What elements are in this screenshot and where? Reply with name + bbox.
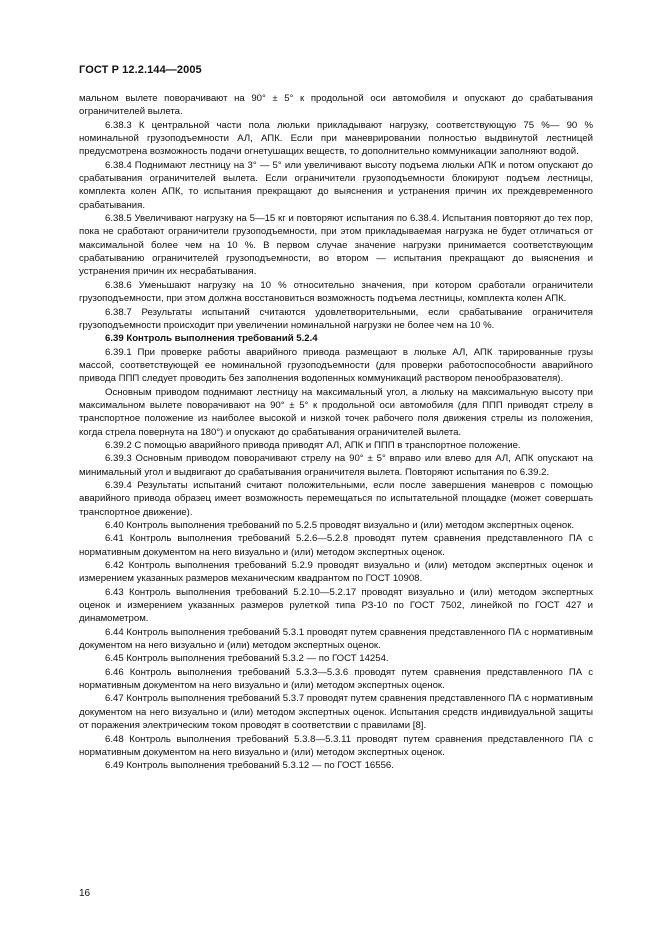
paragraph: 6.39.3 Основным приводом поворачивают стрелу на 90° ± 5° вправо или влево для АЛ, АПК опускают на минимальный угол и выдвигают до срабатывания ограничителя вылета. Повторяют испытания по 6.39.2. bbox=[79, 453, 593, 478]
paragraph: 6.46 Контроль выполнения требований 5.3.3—5.3.6 проводят путем сравнения представленного ПА с нормативным документом на него визуально и (или) методом экспертных оценок. bbox=[79, 666, 593, 692]
paragraph: 6.39.4 Результаты испытаний считают положительными, если после завершения маневров с помощью аварийного привода образец имеет возможность перемещаться по испытательной площадке (может совершать транспортное движение). bbox=[79, 479, 593, 518]
paragraph: 6.44 Контроль выполнения требований 5.3.1 проводят путем сравнения представленного ПА с нормативным документом на него визуально и (или) методом экспертных оценок. bbox=[79, 626, 593, 652]
paragraph: Основным приводом поднимают лестницу на максимальный угол, а люльку на максимальную высоту при максимальном вылете поворачивают на 90° ± 5° к продольной оси автомобиля (для ППП приводят стрелу в транспортное положение из наиболее высокой и низкой точек рабочего поля движения стрелы из положения, когда стрела повернута на 180°) и опускают до срабатывания ограничителей вылета. bbox=[79, 386, 593, 438]
paragraph: 6.45 Контроль выполнения требований 5.3.2 — по ГОСТ 14254. bbox=[105, 653, 389, 665]
paragraph: 6.42 Контроль выполнения требований 5.2.9 проводят визуально и (или) методом экспертных оценок и измерением указанных размеров механическим квадрантом по ГОСТ 10908. bbox=[79, 560, 593, 585]
paragraph: 6.38.4 Поднимают лестницу на 3° — 5° или увеличивают высоту подъема люльки АПК и потом опускают до срабатывания ограничителей вылета. Если ограничители грузоподъемности блокируют подъем лестницы, комплекта колен АПК, то испытания прекращают до выяснения и устранения причин их преждевременного срабатывания. bbox=[79, 159, 593, 211]
section-heading: 6.39 Контроль выполнения требований 5.2.4 bbox=[105, 333, 318, 345]
paragraph: 6.47 Контроль выполнения требований 5.3.7 проводят путем сравнения представленного ПА с нормативным документом на него визуально и (или) методом экспертных оценок. Испытания средств индивидуальной защиты от поражения электрическим током проводят в соответствии с правилами [8]. bbox=[79, 693, 593, 732]
paragraph: 6.38.6 Уменьшают нагрузку на 10 % относительно значения, при котором сработали ограничители грузоподъемности, при этом должна восстановиться возможность подъема лестницы, комплекта колен АПК. bbox=[79, 279, 593, 305]
paragraph: 6.38.3 К центральной части пола люльки прикладывают нагрузку, соответствующую 75 %— 90 % номинальной грузоподъемности АЛ, АПК. Если при маневрировании полностью выдвинутой лестницей предусмотрена возможность подачи огнетушащих веществ, то дополнительно коммуникации заполняют водой. bbox=[79, 119, 593, 158]
paragraph: 6.39.2 С помощью аварийного привода приводят АЛ, АПК и ППП в транспортное положение. bbox=[105, 439, 521, 451]
document-body bbox=[79, 92, 593, 773]
paragraph: 6.49 Контроль выполнения требований 5.3.12 — по ГОСТ 16556. bbox=[105, 760, 394, 772]
paragraph: 6.39.1 При проверке работы аварийного привода размещают в люльке АЛ, АПК тарированные грузы массой, соответствующей ее номинальной грузоподъемности (для проверки работоспособности аварийного привода ППП следует проводить без заполнения водопенных коммуникаций раствором пенообразователя). bbox=[79, 346, 593, 385]
paragraph: 6.43 Контроль выполнения требований 5.2.10—5.2.17 проводят визуально и (или) методом экспертных оценок и измерением указанных размеров рулеткой типа РЗ-10 по ГОСТ 7502, линейкой по ГОСТ 427 и динамометром. bbox=[79, 586, 593, 625]
paragraph: 6.41 Контроль выполнения требований 5.2.6—5.2.8 проводят путем сравнения представленного ПА с нормативным документом на него визуально и (или) методом экспертных оценок. bbox=[79, 533, 593, 558]
paragraph: мальном вылете поворачивают на 90° ± 5° к продольной оси автомобиля и опускают до срабатывания ограничителей вылета. bbox=[79, 93, 593, 118]
paragraph: 6.40 Контроль выполнения требований по 5.2.5 проводят визуально и (или) методом экспертных оценок. bbox=[105, 520, 575, 531]
paragraph: 6.38.7 Результаты испытаний считаются удовлетворительными, если срабатывание ограничителя грузоподъемности происходит при увеличении номинальной нагрузки не более чем на 10 %. bbox=[79, 306, 593, 331]
document-header: ГОСТ Р 12.2.144—2005 bbox=[79, 64, 202, 76]
paragraph: 6.48 Контроль выполнения требований 5.3.8—5.3.11 проводят путем сравнения представленного ПА с нормативным документом на него визуально и (или) методом экспертных оценок. bbox=[79, 733, 593, 758]
paragraph: 6.38.5 Увеличивают нагрузку на 5—15 кг и повторяют испытания по 6.38.4. Испытания повторяют до тех пор, пока не сработают ограничители грузоподъемности, при этом прикладываемая нагрузка не будет отличаться от максимальной более чем на 10 %. В первом случае значение нагрузки принимается соответствующим срабатыванию ограничителей грузоподъемности, во втором — испытания прекращают до выяснения и устранения причин их несрабатывания. bbox=[79, 213, 593, 278]
page-number: 16 bbox=[79, 888, 91, 899]
